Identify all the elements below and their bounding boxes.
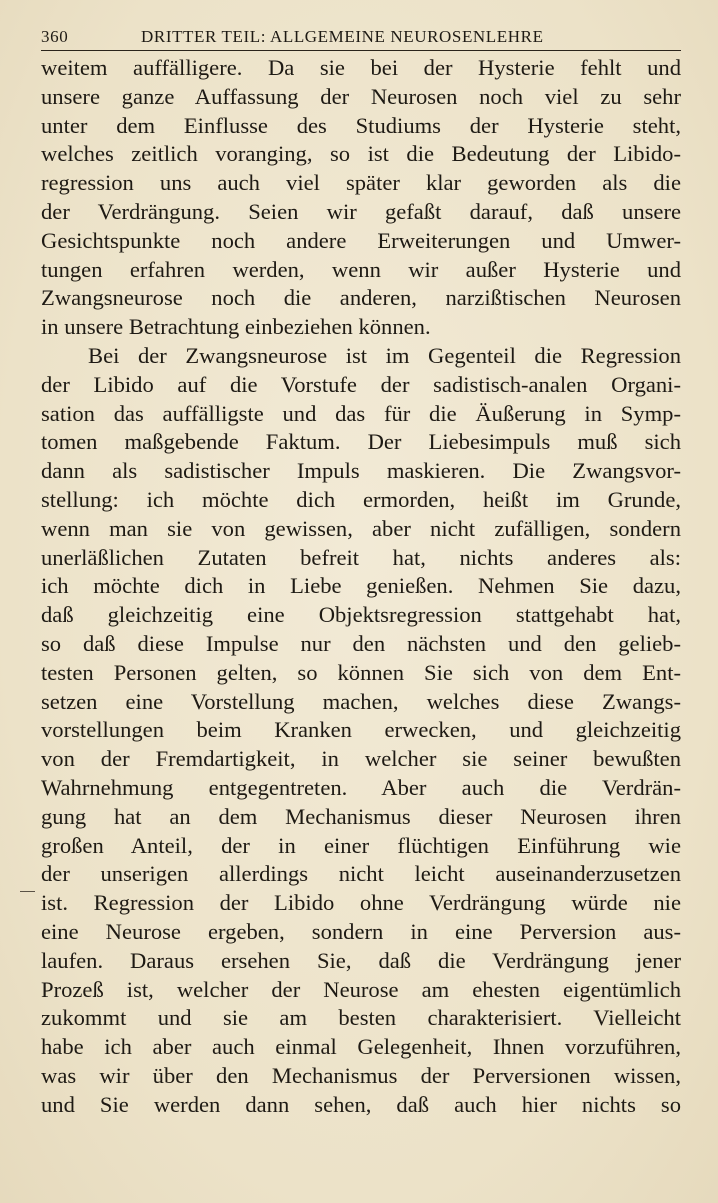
running-head bbox=[41, 22, 681, 51]
text-line: welches zeitlich voranging, so ist die Bedeutung der Libido- bbox=[41, 141, 681, 167]
text-line: Prozeß ist, welcher der Neurose am ehesten eigentümlich bbox=[41, 976, 681, 1002]
text-line: so daß diese Impulse nur den nächsten und den gelieb- bbox=[41, 630, 681, 656]
text-line: eine Neurose ergeben, sondern in eine Perversion aus- bbox=[41, 918, 681, 944]
book-page bbox=[41, 22, 681, 1119]
text-line: daß gleichzeitig eine Objektsregression stattgehabt hat, bbox=[41, 602, 681, 628]
text-line: laufen. Daraus ersehen Sie, daß die Verdrängung jener bbox=[41, 947, 681, 973]
text-line: unter dem Einflusse des Studiums der Hysterie steht, bbox=[41, 112, 681, 138]
text-line: tomen maßgebende Faktum. Der Liebesimpuls muß sich bbox=[41, 429, 681, 455]
text-line: habe ich aber auch einmal Gelegenheit, Ihnen vorzuführen, bbox=[41, 1034, 681, 1060]
text-line: testen Personen gelten, so können Sie sich von dem Ent- bbox=[41, 659, 681, 685]
text-line: gung hat an dem Mechanismus dieser Neurosen ihren bbox=[41, 803, 681, 829]
text-line: stellung: ich möchte dich ermorden, heißt im Grunde, bbox=[41, 486, 681, 512]
text-line: und Sie werden dann sehen, daß auch hier nichts so bbox=[41, 1091, 681, 1117]
text-line: setzen eine Vorstellung machen, welches diese Zwangs- bbox=[41, 688, 681, 714]
text-line: dann als sadistischer Impuls maskieren. Die Zwangsvor- bbox=[41, 458, 681, 484]
margin-pencil-mark bbox=[20, 891, 35, 892]
text-line: tungen erfahren werden, wenn wir außer Hysterie und bbox=[41, 256, 681, 282]
text-line: der Verdrängung. Seien wir gefaßt darauf, daß unsere bbox=[41, 198, 681, 224]
paragraph-first-line: Bei der Zwangsneurose ist im Gegenteil die Regression bbox=[88, 342, 681, 368]
text-line: der unserigen allerdings nicht leicht auseinanderzusetzen bbox=[41, 861, 681, 887]
text-line: der Libido auf die Vorstufe der sadistisch-analen Organi- bbox=[41, 371, 681, 397]
text-line: unerläßlichen Zutaten befreit hat, nichts anderes als: bbox=[41, 544, 681, 570]
running-title: DRITTER TEIL: ALLGEMEINE NEUROSENLEHRE bbox=[141, 27, 544, 46]
text-line: sation das auffälligste und das für die Äußerung in Symp- bbox=[41, 400, 681, 426]
text-line: Gesichtspunkte noch andere Erweiterungen und Umwer- bbox=[41, 227, 681, 253]
body-text bbox=[41, 54, 681, 1119]
text-line: vorstellungen beim Kranken erwecken, und gleichzeitig bbox=[41, 717, 681, 743]
text-line: ist. Regression der Libido ohne Verdrängung würde nie bbox=[41, 890, 681, 916]
text-line: von der Fremdartigkeit, in welcher sie seiner bewußten bbox=[41, 746, 681, 772]
paragraph-last-line: in unsere Betrachtung einbeziehen können. bbox=[41, 314, 431, 340]
text-line: wenn man sie von gewissen, aber nicht zufälligen, sondern bbox=[41, 515, 681, 541]
text-line: Wahrnehmung entgegentreten. Aber auch die Verdrän- bbox=[41, 774, 681, 800]
text-line: was wir über den Mechanismus der Perversionen wissen, bbox=[41, 1062, 681, 1088]
text-line: zukommt und sie am besten charakterisiert. Vielleicht bbox=[41, 1005, 681, 1031]
text-line: weitem auffälligere. Da sie bei der Hysterie fehlt und bbox=[41, 55, 681, 80]
text-line: Zwangsneurose noch die anderen, narzißtischen Neurosen bbox=[41, 285, 681, 311]
page-number: 360 bbox=[41, 27, 69, 46]
text-line: großen Anteil, der in einer flüchtigen Einführung wie bbox=[41, 832, 681, 858]
text-line: unsere ganze Auffassung der Neurosen noch viel zu sehr bbox=[41, 83, 681, 109]
text-line: ich möchte dich in Liebe genießen. Nehmen Sie dazu, bbox=[41, 573, 681, 599]
text-line: regression uns auch viel später klar geworden als die bbox=[41, 170, 681, 196]
